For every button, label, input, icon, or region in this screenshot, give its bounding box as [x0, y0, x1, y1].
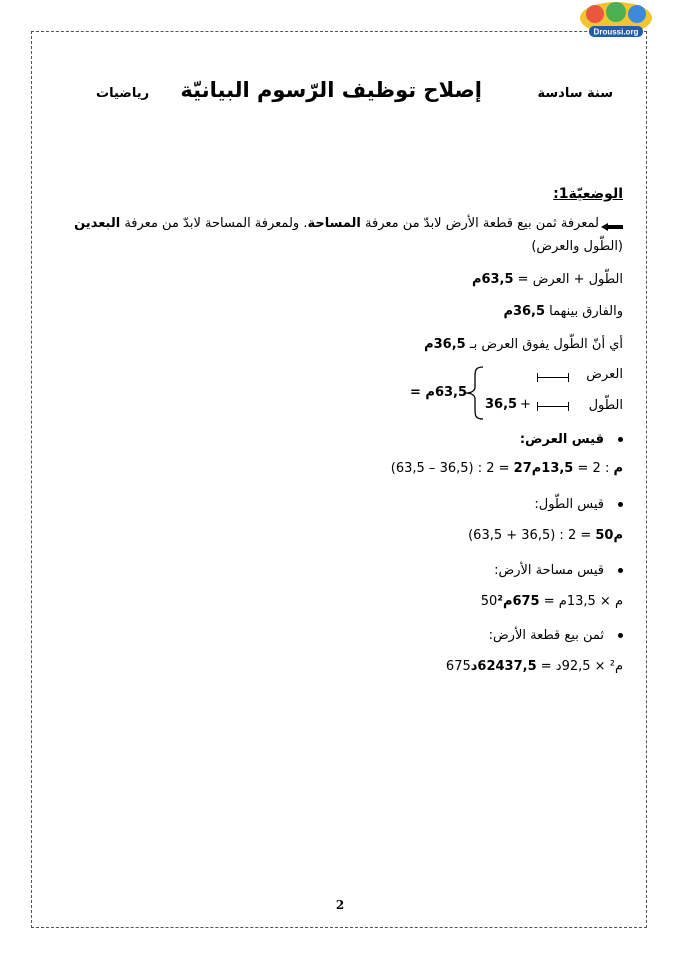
step-length-heading: قيس الطّول:: [534, 497, 623, 512]
bullet-icon: [618, 502, 623, 507]
bullet-icon: [618, 633, 623, 638]
section-title: الوضعيّة1:: [553, 186, 623, 202]
arrow-icon: [601, 220, 623, 228]
step-length-calc: (63,5 + 36,5) : 2 = 50م: [468, 528, 623, 543]
page-border: [31, 31, 647, 928]
plus-sign: +: [520, 397, 531, 412]
intro-line-1: لمعرفة ثمن بيع قطعة الأرض لابدّ من معرفة المساحة. ولمعرفة المساحة لابدّ من معرفة البعدين: [74, 216, 623, 231]
step-width-heading: قيس العرض:: [520, 432, 623, 447]
intro-line-2: (الطّول والعرض): [531, 239, 623, 254]
difference-line: والفارق بينهما 36,5م: [503, 304, 623, 319]
width-segment: [537, 377, 569, 378]
length-segment: [537, 406, 569, 407]
step-area-calc: 50م × 13,5م = 675م²: [480, 594, 623, 609]
bullet-icon: [618, 568, 623, 573]
extra-value: 36,5: [485, 397, 518, 412]
subject-label: رياضيات: [96, 86, 150, 101]
level-label: سنة سادسة: [537, 86, 613, 101]
droussi-logo: [575, 0, 657, 40]
bullet-icon: [618, 437, 623, 442]
length-label: الطّول: [588, 398, 623, 413]
total-value: 63,5م =: [410, 385, 468, 400]
step-price-heading: ثمن بيع قطعة الأرض:: [489, 628, 623, 643]
step-area-heading: قيس مساحة الأرض:: [494, 563, 623, 578]
step-price-calc: 675م² × 92,5د = 62437,5د: [445, 659, 623, 674]
width-label: العرض: [586, 367, 623, 382]
logo-text: Droussi.org: [593, 27, 639, 37]
step-width-calc: (63,5 – 36,5) : 2 = 27م : 2 = 13,5م: [390, 461, 623, 476]
exceed-line: أي أنّ الطّول يفوق العرض بـ 36,5م: [424, 337, 623, 352]
page-number: 2: [335, 898, 345, 912]
sum-line: الطّول + العرض = 63,5م: [471, 272, 623, 287]
page-title: إصلاح توظيف الرّسوم البيانيّة: [180, 78, 482, 102]
